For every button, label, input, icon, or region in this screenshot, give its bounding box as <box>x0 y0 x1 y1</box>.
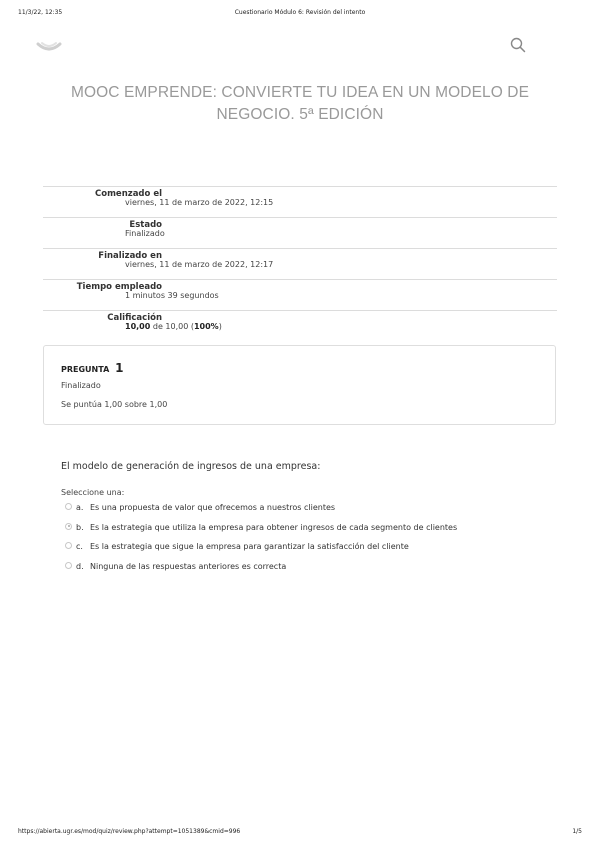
grade-percent: 100% <box>193 322 219 331</box>
question-state: Finalizado <box>61 381 101 390</box>
print-url: https://abierta.ugr.es/mod/quiz/review.php?attempt=1051389&cmid=996 <box>18 828 241 835</box>
radio-checked-icon[interactable] <box>65 523 72 530</box>
attempt-summary-table <box>43 186 557 341</box>
summary-row-finished <box>43 248 557 279</box>
print-page-number: 1/5 <box>572 828 582 835</box>
print-header <box>18 9 582 19</box>
summary-value: Finalizado <box>125 229 165 238</box>
answer-letter: c. <box>76 542 83 551</box>
summary-row-grade <box>43 310 557 341</box>
radio-unchecked-icon[interactable] <box>65 542 72 549</box>
grade-close: ) <box>218 322 222 331</box>
summary-label: Tiempo empleado <box>76 282 162 292</box>
radio-unchecked-icon[interactable] <box>65 503 72 510</box>
radio-unchecked-icon[interactable] <box>65 562 72 569</box>
course-title: MOOC EMPRENDE: CONVIERTE TU IDEA EN UN MODELO DE NEGOCIO. 5ª EDICIÓN <box>70 84 530 123</box>
summary-value: viernes, 11 de marzo de 2022, 12:15 <box>125 198 274 207</box>
summary-label: Finalizado en <box>98 251 162 261</box>
summary-grade-value <box>125 322 222 331</box>
answer-letter: a. <box>76 503 84 512</box>
summary-row-started <box>43 186 557 217</box>
site-logo-icon[interactable] <box>36 38 62 54</box>
question-text: El modelo de generación de ingresos de una empresa: <box>61 461 321 472</box>
answer-letter: b. <box>76 522 84 532</box>
question-grade: Se puntúa 1,00 sobre 1,00 <box>61 400 168 409</box>
answer-text: Es la estrategia que sigue la empresa para garantizar la satisfacción del cliente <box>90 542 409 551</box>
summary-row-state <box>43 217 557 248</box>
summary-value: 1 minutos 39 segundos <box>125 291 219 300</box>
summary-label: Estado <box>129 220 162 230</box>
answer-text: Es la estrategia que utiliza la empresa para obtener ingresos de cada segmento de clientes <box>90 522 458 532</box>
print-document-title: Cuestionario Módulo 6: Revisión del intento <box>234 9 366 16</box>
summary-label: Calificación <box>107 313 162 323</box>
answer-letter: d. <box>76 561 84 571</box>
grade-score: 10,00 <box>125 322 151 331</box>
answer-prompt: Seleccione una: <box>61 488 125 497</box>
print-footer <box>18 828 582 838</box>
print-date: 11/3/22, 12:35 <box>18 9 63 16</box>
question-info-box <box>43 345 556 425</box>
summary-row-time-taken <box>43 279 557 310</box>
summary-label: Comenzado el <box>95 189 162 199</box>
grade-out-of: de 10,00 ( <box>152 322 194 331</box>
summary-value: viernes, 11 de marzo de 2022, 12:17 <box>125 260 274 269</box>
question-heading-label: PREGUNTA <box>61 365 110 374</box>
answer-text: Ninguna de las respuestas anteriores es correcta <box>90 561 287 571</box>
question-heading <box>61 361 123 375</box>
question-number: 1 <box>115 361 124 375</box>
answer-text: Es una propuesta de valor que ofrecemos a nuestros clientes <box>90 503 336 512</box>
search-icon[interactable] <box>510 37 526 53</box>
